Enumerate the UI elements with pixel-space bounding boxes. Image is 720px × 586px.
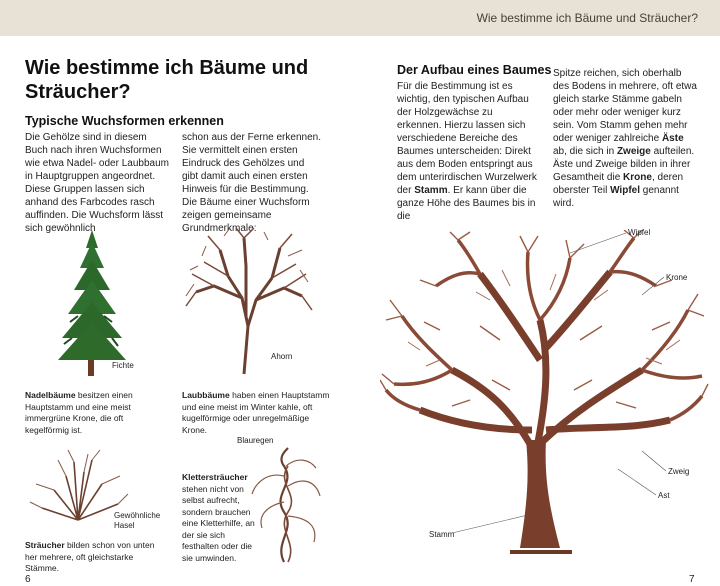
maple-illustration bbox=[184, 226, 314, 376]
label-ast: Ast bbox=[658, 491, 670, 500]
label-fichte: Fichte bbox=[112, 361, 134, 370]
label-stamm: Stamm bbox=[429, 530, 455, 539]
label-zweig: Zweig bbox=[668, 467, 690, 476]
section-heading-wuchsformen: Typische Wuchsformen erkennen bbox=[25, 114, 224, 128]
term-laubbaeume: Laubbäume bbox=[182, 390, 230, 400]
label-hasel: Gewöhnliche Hasel bbox=[114, 511, 161, 530]
straeucher-text: Sträucher bilden schon von unten her mehrere, oft gleichstarke Stämme. bbox=[25, 540, 155, 573]
spruce-illustration bbox=[42, 226, 142, 378]
section-heading-aufbau: Der Aufbau eines Baumes bbox=[397, 63, 552, 77]
term-nadelbaeume: Nadelbäume bbox=[25, 390, 76, 400]
aufbau-text-col1: Für die Bestimmung ist es wichtig, den typischen Aufbau der Holzgewächse zu erkennen. Hierzu lassen sich verschiedene Bereiche des Baumes unterscheiden: Direkt aus dem Boden entspringt aus dem unterirdischen Wurzelwerk der Stamm. Er kann über die ganze Höhe des Baumes bis in die bbox=[397, 81, 537, 222]
term-kletterstraeucher: Klettersträucher bbox=[182, 472, 248, 482]
page-title: Wie bestimme ich Bäume und Sträucher? bbox=[25, 57, 309, 103]
running-header: Wie bestimme ich Bäume und Sträucher? bbox=[476, 11, 698, 25]
label-wipfel: Wipfel bbox=[628, 228, 651, 237]
nadelbaeume-text: Nadelbäume besitzen einen Hauptstamm und eine meist immergrüne Krone, die oft kegelförmig ist. bbox=[25, 390, 133, 435]
laubbaeume-text: Laubbäume haben einen Hauptstamm und eine meist im Winter kahle, oft kugelförmige oder unregelmäßige Krone. bbox=[182, 390, 330, 435]
klettersträucher-text: Klettersträucher stehen nicht von selbst aufrecht, sondern brauchen eine Kletterhilfe, an der sie sich festhalten oder die sie umwinden. bbox=[182, 472, 255, 563]
intro-text-col1: Die Gehölze sind in diesem Buch nach ihren Wuchsformen wie etwa Nadel- oder Laubbaum in Hauptgruppen angeordnet. Diese Gruppen lassen sich anhand des Farbcodes rasch auffinden. Die Wuchsform lässt sich gewöhnlich bbox=[25, 132, 169, 234]
label-blauregen: Blauregen bbox=[237, 436, 274, 445]
term-straeucher: Sträucher bbox=[25, 540, 65, 550]
page-number-right: 7 bbox=[689, 574, 695, 585]
wisteria-illustration bbox=[248, 446, 324, 564]
intro-text-col2: schon aus der Ferne erkennen. Sie vermittelt einen ersten Eindruck des Gehölzes und gibt damit auch einen ersten Hinweis für die Bestimmung. Die Bäume einer Wuchsform zeigen gemeinsame Grundmerkmale: bbox=[182, 132, 321, 234]
label-krone: Krone bbox=[666, 273, 688, 282]
label-ahorn: Ahorn bbox=[271, 352, 293, 361]
aufbau-text-col2: Spitze reichen, sich oberhalb des Bodens in mehrere, oft etwa gleich starke Stämme gabeln oder mehr oder weniger kurz sein. Vom Stamm gehen mehr oder weniger zahlreiche Äste ab, die sich in Zweige aufteilen. Äste und Zweige bilden in ihrer Gesamtheit die Krone, deren oberster Teil Wipfel genannt wird. bbox=[553, 68, 697, 209]
page-number-left: 6 bbox=[25, 574, 31, 585]
